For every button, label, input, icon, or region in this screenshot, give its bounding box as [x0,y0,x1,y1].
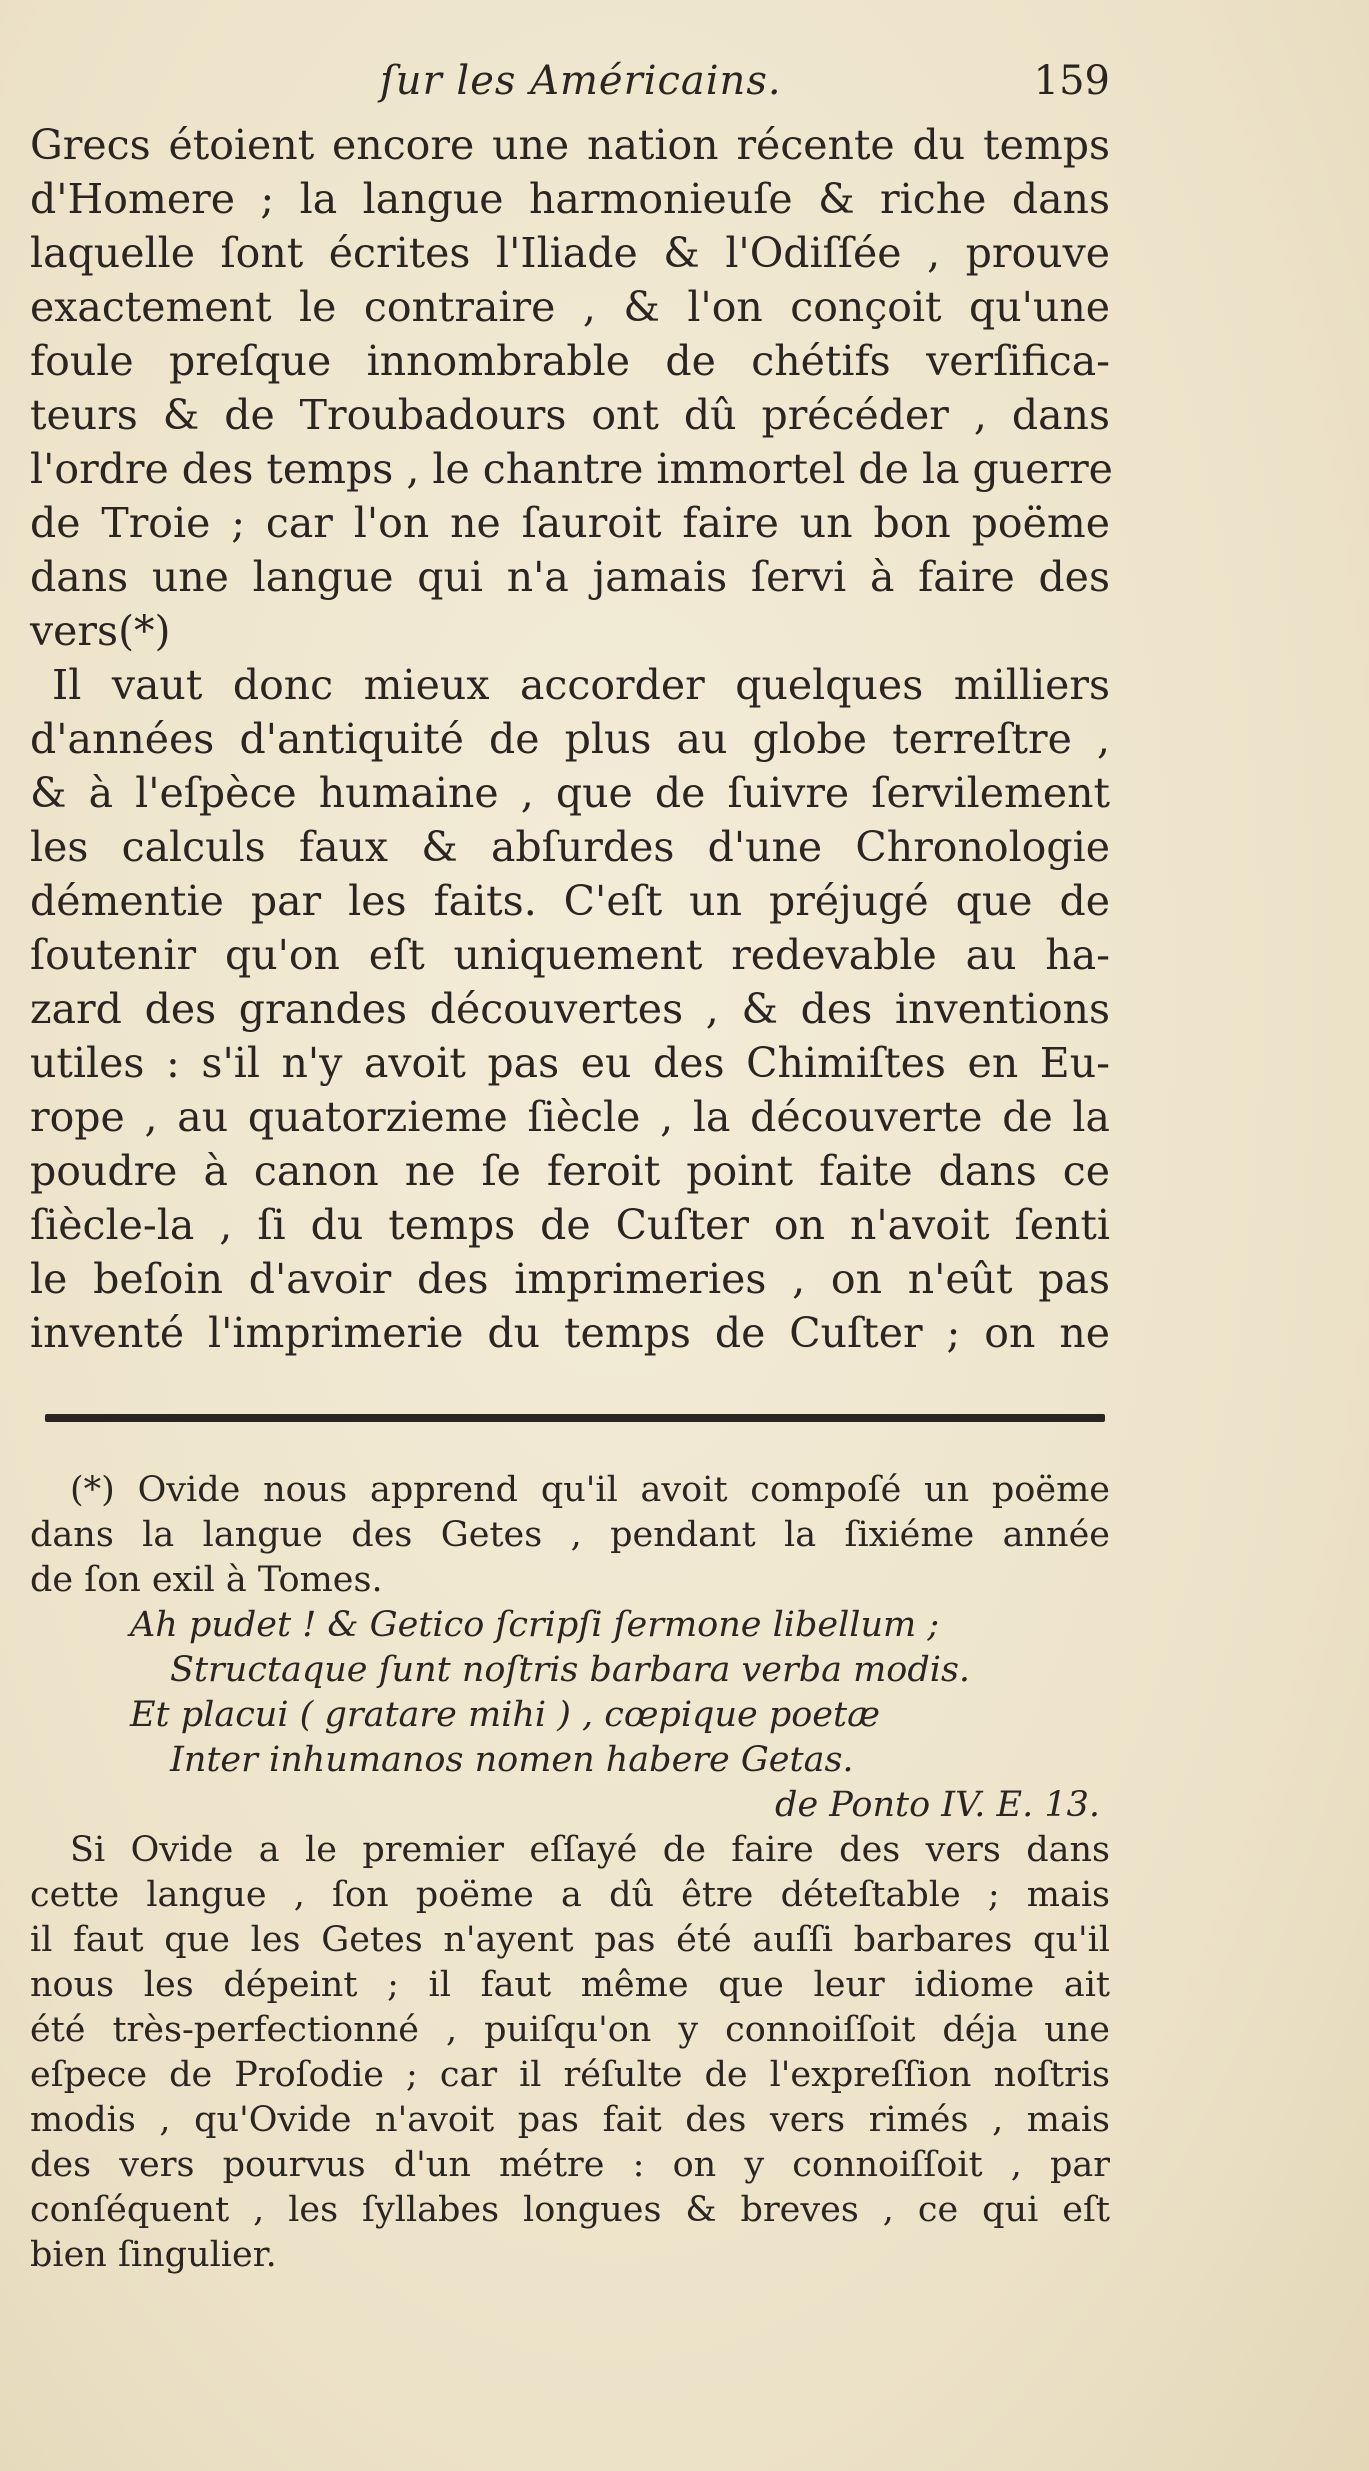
text-line: exactement le contraire , & l'on conçoit qu'une [30,283,1110,331]
text-line: Grecs étoient encore une nation récente du temps [30,121,1110,169]
text-line: le beſoin d'avoir des imprimeries , on n'eût pas [30,1255,1110,1303]
footnote-line: Si Ovide a le premier eſſayé de faire des vers dans [70,1830,1110,1870]
text-line: ſiècle-la , ſi du temps de Cuſter on n'avoit ſenti [30,1201,1110,1249]
footnote-line: dans la langue des Getes , pendant la ſixiéme année [30,1515,1110,1555]
text-line: dans une langue qui n'a jamais ſervi à faire des [30,553,1110,601]
footnote-divider [45,1414,1105,1422]
page-number: 159 [1033,58,1110,104]
text-line: Il vaut donc mieux accorder quelques milliers [52,661,1110,709]
verse-line: Ah pudet ! & Getico ſcripſi ſermone libellum ; [130,1605,940,1645]
footnote-line: cette langue , ſon poëme a dû être déteſtable ; mais [30,1875,1110,1915]
verse-citation: de Ponto IV. E. 13. [775,1785,1100,1825]
main-text [30,118,1113,1360]
footnote-line: nous les dépeint ; il faut même que leur idiome ait [30,1965,1110,2005]
text-line: les calculs faux & abſurdes d'une Chronologie [30,823,1110,871]
verse-line: Et placui ( gratare mihi ) , cœpique poetæ [130,1695,880,1735]
text-line: foule preſque innombrable de chétifs verſifica- [30,337,1110,385]
page-header [30,58,1110,118]
text-line: de Troie ; car l'on ne ſauroit faire un bon poëme [30,499,1110,547]
footnote-line: conſéquent , les ſyllabes longues & breves , ce qui eſt [30,2190,1110,2230]
text-line: d'Homere ; la langue harmonieuſe & riche dans [30,175,1110,223]
text-line: utiles : s'il n'y avoit pas eu des Chimiſtes en Eu- [30,1039,1110,1087]
text-line: zard des grandes découvertes , & des inventions [30,985,1110,1033]
verse-line: Structaque ſunt noſtris barbara verba modis. [170,1650,971,1690]
text-line: laquelle ſont écrites l'Iliade & l'Odiſſée , prouve [30,229,1110,277]
running-head: ſur les Américains. [380,58,782,104]
text-line: & à l'eſpèce humaine , que de ſuivre ſervilement [30,769,1110,817]
text-line: ſoutenir qu'on eſt uniquement redevable au ha- [30,931,1110,979]
text-line: vers(*) [30,607,171,655]
footnote-line: modis , qu'Ovide n'avoit pas fait des vers rimés , mais [30,2100,1110,2140]
text-line: démentie par les faits. C'eſt un préjugé que de [30,877,1110,925]
footnote-line: eſpece de Proſodie ; car il réſulte de l'expreſſion noſtris [30,2055,1110,2095]
footnote-line: (*) Ovide nous apprend qu'il avoit compoſé un poëme [70,1470,1110,1510]
footnote-line: il faut que les Getes n'ayent pas été auſſi barbares qu'il [30,1920,1110,1960]
text-line: teurs & de Troubadours ont dû précéder , dans [30,391,1110,439]
text-line: d'années d'antiquité de plus au globe terreſtre , [30,715,1110,763]
text-line: l'ordre des temps , le chantre immortel de la guerre [30,445,1113,493]
footnote-line: été très-perfectionné , puiſqu'on y connoiſſoit déja une [30,2010,1110,2050]
text-line: rope , au quatorzieme ſiècle , la découverte de la [30,1093,1110,1141]
footnote [30,1468,1110,2278]
footnote-line: de ſon exil à Tomes. [30,1560,383,1600]
text-line: inventé l'imprimerie du temps de Cuſter ; on ne [30,1309,1110,1357]
footnote-line: des vers pourvus d'un métre : on y connoiſſoit , par [30,2145,1110,2185]
verse-line: Inter inhumanos nomen habere Getas. [170,1740,854,1780]
footnote-line: bien ſingulier. [30,2235,277,2275]
text-line: poudre à canon ne ſe feroit point faite dans ce [30,1147,1110,1195]
